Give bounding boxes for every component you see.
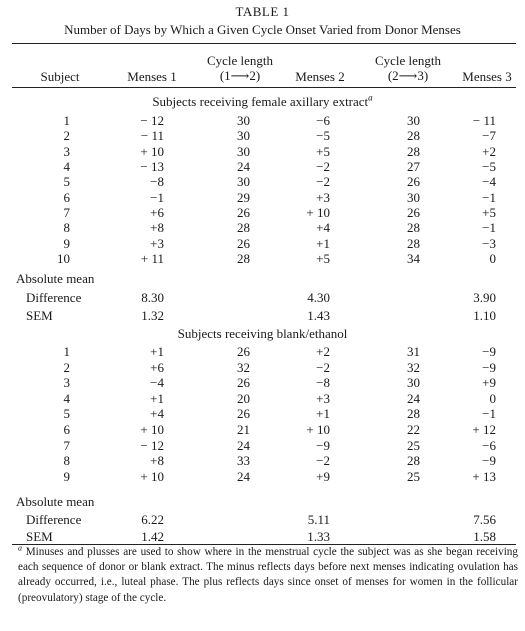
cell-menses-1: + 10	[140, 468, 164, 484]
cell-menses-3: + 13	[472, 468, 496, 484]
section-2-label: Subjects receiving blank/ethanol	[177, 326, 348, 341]
cell-subject: 8	[63, 220, 70, 236]
cell-menses-2: + 10	[306, 205, 330, 221]
sem-menses-3: 1.10	[473, 308, 496, 323]
cell-menses-1: − 11	[140, 128, 164, 144]
cell-menses-2: +2	[316, 344, 330, 359]
cell-menses-3: −9	[482, 453, 496, 469]
section-1-difference-label: Difference	[26, 290, 82, 305]
cell-subject: 4	[63, 159, 70, 175]
cell-subject: 2	[63, 359, 70, 375]
header-menses-2: Menses 2	[295, 69, 345, 84]
cell-menses-3: 0	[489, 390, 496, 406]
cell-cycle-length-1: 29	[237, 189, 250, 205]
cell-cycle-length-1: 24	[237, 437, 250, 453]
cell-cycle-length-2: 25	[407, 468, 420, 484]
difference-menses-1: 8.30	[141, 290, 164, 305]
cell-menses-2: +1	[316, 235, 330, 251]
cell-menses-1: +1	[150, 344, 164, 359]
cell-menses-3: +5	[482, 205, 496, 221]
cell-cycle-length-2: 30	[407, 375, 420, 391]
cell-menses-1: + 10	[140, 422, 164, 437]
cell-menses-2: +1	[316, 406, 330, 422]
cell-subject: 1	[63, 344, 70, 359]
cell-cycle-length-2: 28	[407, 128, 420, 144]
difference-menses-3: 7.56	[473, 512, 496, 527]
cell-subject: 7	[63, 437, 70, 453]
cell-cycle-length-1: 26	[237, 344, 250, 359]
cell-subject: 2	[63, 128, 70, 144]
cell-menses-2: −2	[316, 359, 330, 375]
cell-cycle-length-1: 32	[237, 359, 250, 375]
cell-menses-2: +3	[316, 390, 330, 406]
header-subject: Subject	[40, 69, 80, 84]
section-2-difference-label: Difference	[26, 512, 82, 527]
cell-cycle-length-1: 28	[237, 251, 250, 267]
header-cycle-length-1-range: (1⟶2)	[219, 68, 261, 83]
cell-cycle-length-2: 22	[407, 422, 420, 437]
cell-menses-2: + 10	[306, 422, 330, 437]
cell-cycle-length-1: 24	[237, 468, 250, 484]
cell-subject: 9	[63, 468, 70, 484]
cell-menses-1: − 12	[140, 113, 164, 128]
cell-menses-2: +5	[316, 143, 330, 159]
header-cycle-length-2: Cycle length	[374, 53, 442, 68]
sem-menses-3: 1.58	[473, 529, 496, 544]
cell-menses-1: +1	[150, 390, 164, 406]
cell-cycle-length-1: 30	[237, 143, 250, 159]
cell-menses-2: −9	[316, 437, 330, 453]
cell-cycle-length-1: 21	[237, 422, 250, 437]
cell-subject: 3	[63, 143, 70, 159]
footnote-marker: a	[368, 92, 373, 103]
table-footnote: $^a$ Minuses and plusses are used to show where in the menstrual cycle the subject was as she began receiving each sequence of donor or blank extract. The minus reflects days before next menses indicating ovulation has already occurred, i.e., luteal phase. The plus reflects days since onset of menses for women in the follicular (preovulatory) stage of the cycle.	[18, 543, 518, 604]
cell-cycle-length-1: 26	[237, 375, 250, 391]
cell-menses-2: −8	[316, 375, 330, 391]
cell-cycle-length-1: 30	[237, 113, 250, 128]
cell-menses-2: +5	[316, 251, 330, 267]
cell-cycle-length-2: 25	[407, 437, 420, 453]
cell-menses-3: −1	[482, 220, 496, 236]
cell-menses-3: +2	[482, 143, 496, 159]
cell-menses-3: 0	[489, 251, 496, 267]
cell-cycle-length-2: 30	[407, 189, 420, 205]
cell-menses-2: +9	[316, 468, 330, 484]
cell-cycle-length-1: 30	[237, 174, 250, 190]
cell-subject: 7	[63, 205, 70, 221]
cell-cycle-length-1: 33	[237, 453, 250, 469]
cell-menses-1: −1	[150, 189, 164, 205]
cell-cycle-length-1: 20	[237, 390, 250, 406]
cell-cycle-length-2: 28	[407, 453, 420, 469]
cell-menses-3: − 11	[472, 113, 496, 128]
cell-menses-3: −6	[482, 437, 496, 453]
section-1-summary-label: Absolute mean	[16, 271, 95, 286]
difference-menses-2: 4.30	[307, 290, 330, 305]
cell-subject: 3	[63, 375, 70, 391]
sem-menses-1: 1.42	[141, 529, 164, 544]
cell-subject: 1	[63, 113, 70, 128]
cell-cycle-length-2: 32	[407, 359, 420, 375]
section-1-label: Subjects receiving female axillary extract$^a$	[152, 92, 373, 109]
cell-cycle-length-2: 28	[407, 143, 420, 159]
cell-cycle-length-2: 27	[407, 159, 420, 175]
sem-menses-1: 1.32	[141, 308, 164, 323]
sem-menses-2: 1.33	[307, 529, 330, 544]
cell-menses-2: −5	[316, 128, 330, 144]
cell-subject: 4	[63, 390, 70, 406]
cell-menses-3: −1	[482, 189, 496, 205]
cell-cycle-length-1: 26	[237, 406, 250, 422]
cell-menses-2: −6	[316, 113, 330, 128]
cell-menses-2: −2	[316, 453, 330, 469]
cell-menses-1: − 13	[140, 159, 164, 175]
cell-menses-2: +4	[316, 220, 330, 236]
section-2-summary-label: Absolute mean	[16, 494, 95, 509]
cell-cycle-length-2: 28	[407, 235, 420, 251]
top-rule	[12, 43, 516, 44]
cell-cycle-length-1: 24	[237, 159, 250, 175]
cell-menses-3: −5	[482, 159, 496, 175]
section-2-sem-label: SEM	[26, 529, 53, 544]
cell-cycle-length-2: 24	[407, 390, 420, 406]
header-menses-3: Menses 3	[462, 69, 512, 84]
difference-menses-3: 3.90	[473, 290, 496, 305]
cell-menses-3: −9	[482, 344, 496, 359]
cell-menses-1: +6	[150, 359, 164, 375]
cell-menses-2: −2	[316, 159, 330, 175]
cell-cycle-length-2: 28	[407, 220, 420, 236]
cell-menses-1: + 11	[140, 251, 164, 267]
cell-subject: 5	[63, 174, 70, 190]
cell-cycle-length-2: 31	[407, 344, 420, 359]
cell-cycle-length-1: 26	[237, 235, 250, 251]
cell-cycle-length-2: 26	[407, 205, 420, 221]
header-menses-1: Menses 1	[127, 69, 177, 84]
cell-menses-1: −8	[150, 174, 164, 190]
cell-menses-1: + 10	[140, 143, 164, 159]
cell-subject: 6	[63, 189, 70, 205]
cell-cycle-length-1: 26	[237, 205, 250, 221]
cell-menses-3: −1	[482, 406, 496, 422]
cell-subject: 6	[63, 422, 70, 437]
cell-menses-3: −3	[482, 235, 496, 251]
cell-cycle-length-2: 28	[407, 406, 420, 422]
header-cycle-length-2-range: (2⟶3)	[387, 68, 429, 83]
cell-cycle-length-1: 28	[237, 220, 250, 236]
cell-subject: 5	[63, 406, 70, 422]
cell-cycle-length-1: 30	[237, 128, 250, 144]
header-cycle-length-1: Cycle length	[206, 53, 274, 68]
cell-menses-3: +9	[482, 375, 496, 391]
difference-menses-2: 5.11	[307, 512, 330, 527]
table-subtitle: Number of Days by Which a Given Cycle Onset Varied from Donor Menses	[64, 22, 461, 37]
cell-menses-1: +8	[150, 220, 164, 236]
cell-menses-3: + 12	[472, 422, 496, 437]
cell-menses-1: +4	[150, 406, 164, 422]
cell-subject: 10	[57, 251, 70, 267]
cell-menses-1: +8	[150, 453, 164, 469]
cell-subject: 9	[63, 235, 70, 251]
cell-menses-3: −7	[482, 128, 496, 144]
cell-cycle-length-2: 34	[407, 251, 420, 267]
section-1-sem-label: SEM	[26, 308, 53, 323]
header-rule	[12, 87, 516, 88]
cell-menses-3: −4	[482, 174, 496, 190]
cell-cycle-length-2: 26	[407, 174, 420, 190]
cell-cycle-length-2: 30	[407, 113, 420, 128]
difference-menses-1: 6.22	[141, 512, 164, 527]
table-title: TABLE 1	[235, 4, 290, 19]
cell-subject: 8	[63, 453, 70, 469]
cell-menses-1: − 12	[140, 437, 164, 453]
cell-menses-2: −2	[316, 174, 330, 190]
cell-menses-1: +6	[150, 205, 164, 221]
cell-menses-1: −4	[150, 375, 164, 391]
cell-menses-1: +3	[150, 235, 164, 251]
cell-menses-3: −9	[482, 359, 496, 375]
cell-menses-2: +3	[316, 189, 330, 205]
sem-menses-2: 1.43	[307, 308, 330, 323]
